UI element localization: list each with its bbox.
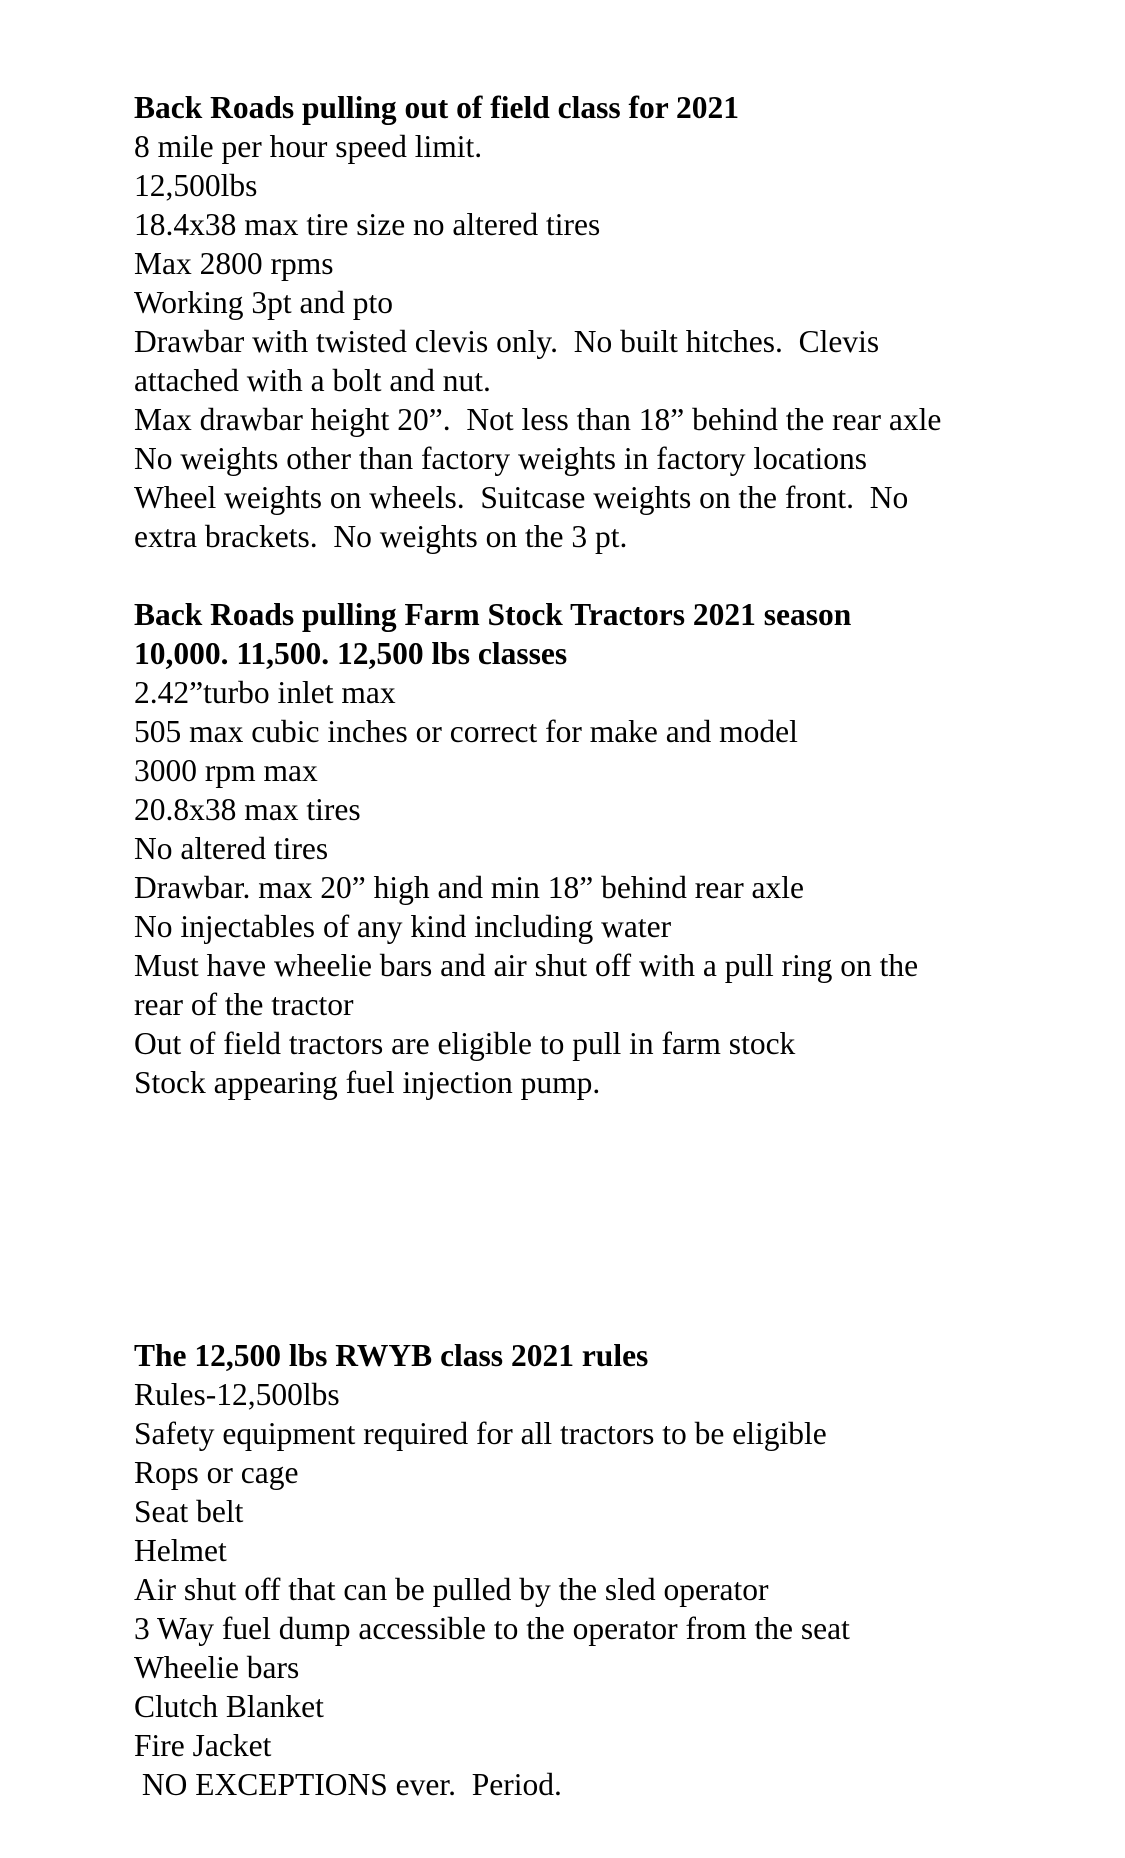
rule-line: No altered tires (134, 831, 329, 866)
rule-line: 18.4x38 max tire size no altered tires (134, 207, 601, 242)
rule-line: rear of the tractor (134, 987, 354, 1022)
rule-line: Air shut off that can be pulled by the sled operator (134, 1572, 769, 1607)
rule-line: Wheel weights on wheels. Suitcase weights on the front. No (134, 480, 909, 515)
rule-line: 2.42”turbo inlet max (134, 675, 396, 710)
rule-line: 20.8x38 max tires (134, 792, 361, 827)
section-spacer (134, 556, 1034, 595)
rule-line: Safety equipment required for all tractors to be eligible (134, 1416, 827, 1451)
rule-line: Seat belt (134, 1494, 244, 1529)
section-heading: Back Roads pulling Farm Stock Tractors 2021 season (134, 597, 852, 632)
rule-line: extra brackets. No weights on the 3 pt. (134, 519, 628, 554)
section-rwyb-class (134, 1336, 1034, 1804)
rule-line: 3000 rpm max (134, 753, 318, 788)
rule-line: attached with a bolt and nut. (134, 363, 491, 398)
rule-line: No weights other than factory weights in factory locations (134, 441, 868, 476)
rule-line: Fire Jacket (134, 1728, 272, 1763)
section-out-of-field-class (134, 88, 1034, 556)
rule-line: 12,500lbs (134, 168, 258, 203)
section-farm-stock-tractors (134, 595, 1034, 1102)
rule-line: 8 mile per hour speed limit. (134, 129, 483, 164)
rule-line: Out of field tractors are eligible to pull in farm stock (134, 1026, 796, 1061)
rule-line: Rops or cage (134, 1455, 299, 1490)
rule-line: 505 max cubic inches or correct for make and model (134, 714, 798, 749)
rule-line: Max drawbar height 20”. Not less than 18” behind the rear axle (134, 402, 942, 437)
rule-line: Wheelie bars (134, 1650, 300, 1685)
section-heading: Back Roads pulling out of field class for 2021 (134, 90, 739, 125)
rule-line: Helmet (134, 1533, 227, 1568)
rule-line: Drawbar. max 20” high and min 18” behind rear axle (134, 870, 805, 905)
rule-line: 3 Way fuel dump accessible to the operator from the seat (134, 1611, 850, 1646)
rule-line: Max 2800 rpms (134, 246, 334, 281)
rule-line: Stock appearing fuel injection pump. (134, 1065, 601, 1100)
rule-line: Working 3pt and pto (134, 285, 394, 320)
section-subheading: 10,000. 11,500. 12,500 lbs classes (134, 636, 568, 671)
section-spacer (134, 1102, 1034, 1336)
rule-line: Clutch Blanket (134, 1689, 324, 1724)
document-page (134, 88, 1034, 1804)
rule-line: Must have wheelie bars and air shut off with a pull ring on the (134, 948, 919, 983)
rule-line: No injectables of any kind including water (134, 909, 672, 944)
section-heading: The 12,500 lbs RWYB class 2021 rules (134, 1338, 649, 1373)
rule-line: Drawbar with twisted clevis only. No built hitches. Clevis (134, 324, 880, 359)
rule-line: NO EXCEPTIONS ever. Period. (134, 1767, 562, 1802)
rule-line: Rules-12,500lbs (134, 1377, 340, 1412)
